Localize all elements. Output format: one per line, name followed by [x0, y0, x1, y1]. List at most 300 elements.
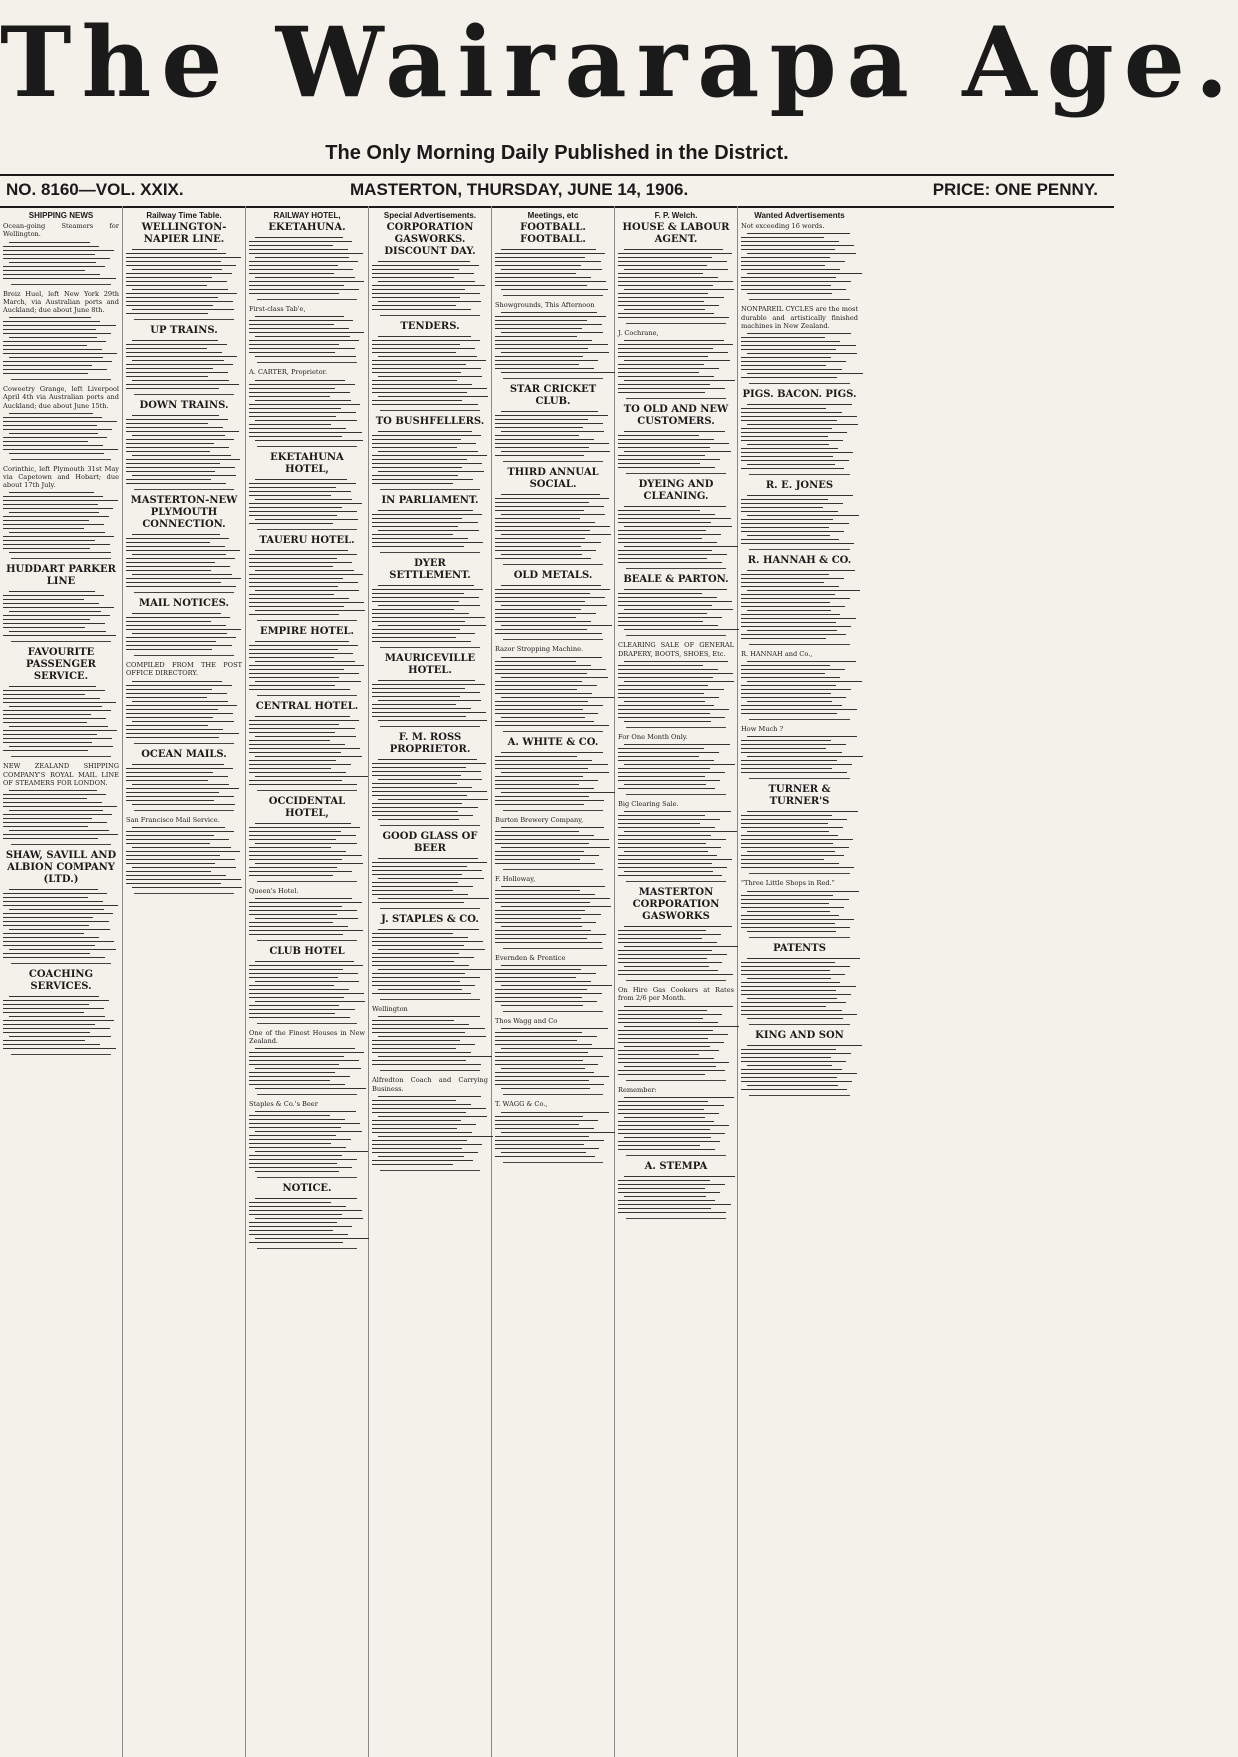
- ad-heading: SHAW, SAVILL AND ALBION COMPANY (LTD.): [5, 850, 117, 886]
- text-line: [495, 589, 610, 590]
- text-line: [126, 685, 232, 686]
- text-line: [741, 752, 842, 753]
- divider: [257, 881, 357, 882]
- text-line: [126, 297, 218, 298]
- text-line: [249, 241, 352, 242]
- text-line: [249, 511, 357, 512]
- text-line: [618, 1208, 711, 1209]
- text-line: [372, 945, 464, 946]
- text-line: [618, 1188, 705, 1189]
- text-line: [495, 621, 591, 622]
- text-line: [495, 902, 590, 903]
- text-line: [495, 788, 594, 789]
- text-line: [495, 257, 585, 258]
- text-line: [126, 301, 233, 302]
- text-line: [249, 969, 343, 970]
- text-line: [741, 669, 845, 670]
- text-line: [741, 843, 833, 844]
- ad-text: One of the Finest Houses in New Zealand.: [249, 1028, 365, 1046]
- ad-text: NEW ZEALAND SHIPPING COMPANY'S ROYAL MAIL LINE OF STEAMERS FOR LONDON.: [3, 762, 119, 787]
- divider: [503, 1162, 603, 1163]
- text-line: [3, 794, 106, 795]
- text-line: [9, 317, 91, 318]
- text-line: [372, 866, 467, 867]
- divider: [257, 940, 357, 941]
- text-line: [249, 428, 346, 429]
- text-line: [618, 685, 708, 686]
- text-line: [741, 1057, 831, 1058]
- divider: [626, 980, 726, 981]
- text-line: [618, 1014, 722, 1015]
- divider: [11, 379, 111, 380]
- text-line: [3, 500, 118, 501]
- text-line: [741, 839, 853, 840]
- text-line: [378, 700, 481, 701]
- text-line: [255, 336, 350, 337]
- text-line: [741, 760, 837, 761]
- text-line: [249, 614, 339, 615]
- text-line: [495, 898, 610, 899]
- text-line: [741, 586, 839, 587]
- text-line: [3, 953, 90, 954]
- text-line: [618, 1149, 715, 1150]
- text-line: [249, 273, 334, 274]
- text-line: [249, 910, 357, 911]
- text-line: [741, 895, 833, 896]
- divider: [380, 410, 480, 411]
- column-meetings: [492, 206, 615, 1757]
- text-line: [126, 570, 211, 571]
- text-line: [3, 353, 117, 354]
- text-line: [255, 961, 354, 962]
- text-line: [495, 328, 582, 329]
- text-line: [741, 594, 835, 595]
- text-line: [501, 332, 603, 333]
- text-line: [501, 554, 582, 555]
- text-line: [495, 435, 579, 436]
- text-line: [3, 373, 88, 374]
- text-line: [618, 558, 707, 559]
- text-line: [132, 289, 228, 290]
- text-line: [741, 713, 837, 714]
- text-line: [741, 285, 831, 286]
- text-line: [372, 783, 457, 784]
- text-line: [495, 558, 591, 559]
- text-line: [126, 277, 212, 278]
- text-line: [249, 554, 357, 555]
- text-line: [372, 993, 471, 994]
- text-line: [372, 815, 473, 816]
- text-line: [3, 266, 105, 267]
- text-line: [378, 625, 486, 626]
- text-line: [618, 689, 724, 690]
- ad-heading: DYEING AND CLEANING.: [638, 479, 714, 503]
- text-line: [741, 468, 844, 469]
- text-line: [618, 1141, 720, 1142]
- text-line: [255, 661, 355, 662]
- text-line: [3, 1004, 89, 1005]
- text-line: [624, 431, 725, 432]
- text-line: [741, 241, 839, 242]
- ad-text: CLEARING SALE OF GENERAL DRAPERY, BOOTS, SHOES, Etc.: [618, 641, 734, 658]
- text-line: [372, 1132, 472, 1133]
- text-line: [741, 257, 830, 258]
- text-line: [495, 1116, 583, 1117]
- text-line: [495, 930, 591, 931]
- text-line: [255, 356, 356, 357]
- ad-heading: TO OLD AND NEW CUSTOMERS.: [623, 404, 729, 428]
- text-line: [249, 839, 336, 840]
- ad-heading: CLUB HOTEL: [269, 945, 345, 957]
- text-line: [126, 313, 208, 314]
- text-line: [618, 697, 719, 698]
- text-line: [618, 348, 713, 349]
- text-line: [747, 811, 858, 812]
- text-line: [372, 902, 464, 903]
- text-line: [618, 463, 700, 464]
- text-line: [3, 750, 88, 751]
- text-line: [3, 603, 99, 604]
- text-line: [741, 962, 835, 963]
- text-line: [495, 348, 588, 349]
- text-line: [747, 661, 856, 662]
- text-line: [741, 1061, 846, 1062]
- ad-text: NONPAREIL CYCLES are the most durable and artistically finished machines in New Zealand.: [741, 305, 858, 330]
- text-line: [618, 518, 731, 519]
- text-line: [741, 602, 830, 603]
- text-line: [495, 910, 585, 911]
- text-line: [3, 540, 95, 541]
- text-line: [372, 1024, 469, 1025]
- text-line: [249, 285, 344, 286]
- text-line: [249, 748, 360, 749]
- text-line: [372, 1052, 471, 1053]
- text-line: [741, 693, 831, 694]
- text-line: [126, 689, 212, 690]
- text-line: [741, 369, 842, 370]
- text-line: [624, 546, 738, 547]
- text-line: [495, 320, 587, 321]
- text-line: [378, 431, 472, 432]
- text-line: [495, 1128, 594, 1129]
- divider: [626, 881, 726, 882]
- text-line: [126, 372, 228, 373]
- text-line: [741, 689, 851, 690]
- text-line: [618, 277, 718, 278]
- text-line: [249, 487, 336, 488]
- text-line: [249, 582, 358, 583]
- text-line: [3, 702, 116, 703]
- newspaper-title: The Wairarapa Age.: [0, 6, 1238, 119]
- divider: [626, 1080, 726, 1081]
- text-line: [618, 1038, 708, 1039]
- text-line: [126, 368, 213, 369]
- text-line: [618, 875, 722, 876]
- text-line: [372, 890, 453, 891]
- ad-heading: R. E. JONES: [765, 480, 834, 492]
- text-line: [249, 1115, 330, 1116]
- text-line: [618, 313, 714, 314]
- text-line: [747, 911, 830, 912]
- text-line: [618, 554, 727, 555]
- text-line: [495, 1124, 579, 1125]
- text-line: [249, 249, 348, 250]
- ad-heading: MAIL NOTICES.: [139, 598, 229, 610]
- text-line: [126, 629, 241, 630]
- text-line: [249, 1009, 355, 1010]
- text-line: [126, 538, 229, 539]
- text-line: [378, 858, 478, 859]
- text-line: [249, 388, 335, 389]
- text-line: [495, 800, 604, 801]
- text-line: [249, 728, 355, 729]
- text-line: [372, 392, 467, 393]
- text-line: [618, 1042, 724, 1043]
- text-line: [618, 665, 703, 666]
- text-line: [624, 966, 709, 967]
- text-line: [126, 709, 218, 710]
- text-line: [249, 906, 342, 907]
- ad-heading: PATENTS: [773, 942, 826, 954]
- text-line: [249, 1230, 333, 1231]
- text-line: [249, 340, 359, 341]
- text-line: [9, 909, 104, 910]
- text-line: [741, 237, 824, 238]
- text-line: [618, 273, 703, 274]
- text-line: [126, 261, 221, 262]
- text-line: [495, 439, 594, 440]
- text-line: [372, 937, 468, 938]
- text-line: [741, 289, 846, 290]
- text-line: [495, 725, 609, 726]
- text-line: [126, 352, 222, 353]
- text-line: [372, 352, 456, 353]
- text-line: [249, 1210, 362, 1211]
- text-line: [255, 550, 348, 551]
- text-line: [624, 1176, 735, 1177]
- text-line: [495, 542, 601, 543]
- text-line: [126, 459, 240, 460]
- ad-heading: UP TRAINS.: [150, 325, 218, 337]
- ad-heading: EMPIRE HOTEL.: [259, 625, 355, 637]
- text-line: [741, 915, 839, 916]
- text-line: [378, 720, 487, 721]
- text-line: [618, 934, 721, 935]
- text-line: [501, 985, 612, 986]
- text-line: [255, 863, 363, 864]
- text-line: [618, 317, 729, 318]
- text-line: [255, 981, 359, 982]
- text-line: [3, 278, 116, 279]
- text-line: [372, 957, 474, 958]
- text-line: [741, 448, 838, 449]
- ad-text: Thos Wagg and Co: [495, 1017, 558, 1026]
- text-line: [618, 677, 713, 678]
- text-line: [495, 364, 579, 365]
- text-line: [747, 701, 832, 702]
- text-line: [618, 1062, 729, 1063]
- text-line: [126, 439, 234, 440]
- text-line: [747, 590, 860, 591]
- text-line: [132, 681, 222, 682]
- text-line: [618, 1113, 719, 1114]
- text-line: [126, 831, 234, 832]
- issue-number: NO. 8160—VOL. XXIX.: [6, 180, 184, 199]
- text-line: [618, 597, 717, 598]
- text-line: [3, 445, 103, 446]
- text-line: [618, 772, 725, 773]
- text-line: [741, 618, 856, 619]
- text-line: [3, 893, 107, 894]
- text-line: [126, 348, 207, 349]
- text-line: [126, 566, 230, 567]
- text-line: [495, 344, 608, 345]
- text-line: [126, 550, 240, 551]
- text-line: [126, 796, 234, 797]
- text-line: [126, 725, 208, 726]
- text-line: [372, 273, 474, 274]
- text-line: [618, 1133, 725, 1134]
- text-line: [132, 633, 227, 634]
- text-line: [249, 914, 337, 915]
- divider: [626, 635, 726, 636]
- text-line: [495, 356, 583, 357]
- text-line: [618, 1050, 719, 1051]
- divider: [257, 790, 357, 791]
- text-line: [372, 1028, 485, 1029]
- text-line: [618, 388, 725, 389]
- text-line: [741, 823, 828, 824]
- ad-heading: EKETAHUNA HOTEL,: [270, 451, 344, 475]
- text-line: [3, 607, 114, 608]
- text-line: [495, 415, 608, 416]
- text-line: [255, 400, 351, 401]
- text-line: [3, 826, 88, 827]
- text-line: [618, 1204, 731, 1205]
- text-line: [741, 1049, 836, 1050]
- text-line: [378, 819, 459, 820]
- divider: [257, 446, 357, 447]
- ad-text: Staples & Co.'s Beer: [249, 1100, 318, 1109]
- divider: [749, 873, 850, 874]
- text-line: [618, 1030, 713, 1031]
- ad-text: Alfredton Coach and Carrying Business.: [372, 1076, 488, 1093]
- text-line: [249, 320, 353, 321]
- text-line: [618, 530, 706, 531]
- text-line: [249, 1080, 330, 1081]
- text-line: [372, 933, 453, 934]
- text-line: [249, 973, 358, 974]
- ad-heading: TO BUSHFELLERS.: [375, 416, 485, 428]
- divider: [626, 727, 726, 728]
- text-line: [624, 946, 738, 947]
- text-line: [741, 772, 847, 773]
- text-line: [495, 922, 596, 923]
- text-line: [3, 627, 85, 628]
- text-line: [249, 926, 348, 927]
- text-line: [372, 870, 482, 871]
- text-line: [9, 889, 98, 890]
- text-line: [495, 613, 596, 614]
- text-line: [624, 764, 735, 765]
- text-line: [501, 451, 610, 452]
- text-line: [249, 1234, 348, 1235]
- divider: [626, 323, 726, 324]
- text-line: [495, 265, 581, 266]
- text-line: [372, 609, 454, 610]
- text-line: [249, 665, 364, 666]
- text-line: [501, 585, 601, 586]
- text-line: [3, 544, 110, 545]
- text-line: [249, 934, 343, 935]
- text-line: [372, 811, 458, 812]
- text-line: [747, 630, 837, 631]
- text-line: [249, 594, 334, 595]
- text-line: [255, 1218, 363, 1219]
- text-line: [495, 997, 582, 998]
- text-line: [372, 297, 460, 298]
- text-line: [3, 1044, 100, 1045]
- text-line: [372, 795, 467, 796]
- text-line: [132, 574, 232, 575]
- text-line: [372, 459, 467, 460]
- text-line: [618, 538, 702, 539]
- text-line: [495, 324, 602, 325]
- text-line: [495, 510, 584, 511]
- text-line: [372, 360, 486, 361]
- text-line: [132, 721, 234, 722]
- text-line: [249, 412, 356, 413]
- divider: [503, 564, 603, 565]
- text-line: [378, 261, 470, 262]
- text-line: [618, 756, 699, 757]
- ad-heading: FOOTBALL. FOOTBALL.: [520, 222, 586, 246]
- text-line: [741, 994, 851, 995]
- text-line: [618, 447, 710, 448]
- text-line: [741, 574, 829, 575]
- text-line: [126, 305, 213, 306]
- ad-heading: IN PARLIAMENT.: [381, 495, 479, 507]
- text-line: [255, 1171, 339, 1172]
- text-line: [741, 1006, 826, 1007]
- text-line: [3, 516, 109, 517]
- text-line: [372, 538, 468, 539]
- text-line: [501, 886, 605, 887]
- text-line: [3, 349, 102, 350]
- text-line: [132, 701, 228, 702]
- text-line: [372, 534, 453, 535]
- divider: [380, 1170, 480, 1171]
- text-line: [378, 1096, 481, 1097]
- text-line: [624, 811, 731, 812]
- text-line: [249, 673, 359, 674]
- text-line: [249, 384, 355, 385]
- text-line: [741, 357, 831, 358]
- text-line: [495, 447, 589, 448]
- text-line: [126, 344, 227, 345]
- text-line: [372, 882, 458, 883]
- text-line: [741, 827, 843, 828]
- text-line: [372, 1128, 457, 1129]
- text-line: [255, 756, 362, 757]
- text-line: [3, 524, 104, 525]
- text-line: [249, 851, 346, 852]
- text-line: [618, 1145, 700, 1146]
- text-line: [618, 542, 717, 543]
- text-line: [618, 1109, 704, 1110]
- text-line: [3, 341, 106, 342]
- text-line: [501, 1048, 614, 1049]
